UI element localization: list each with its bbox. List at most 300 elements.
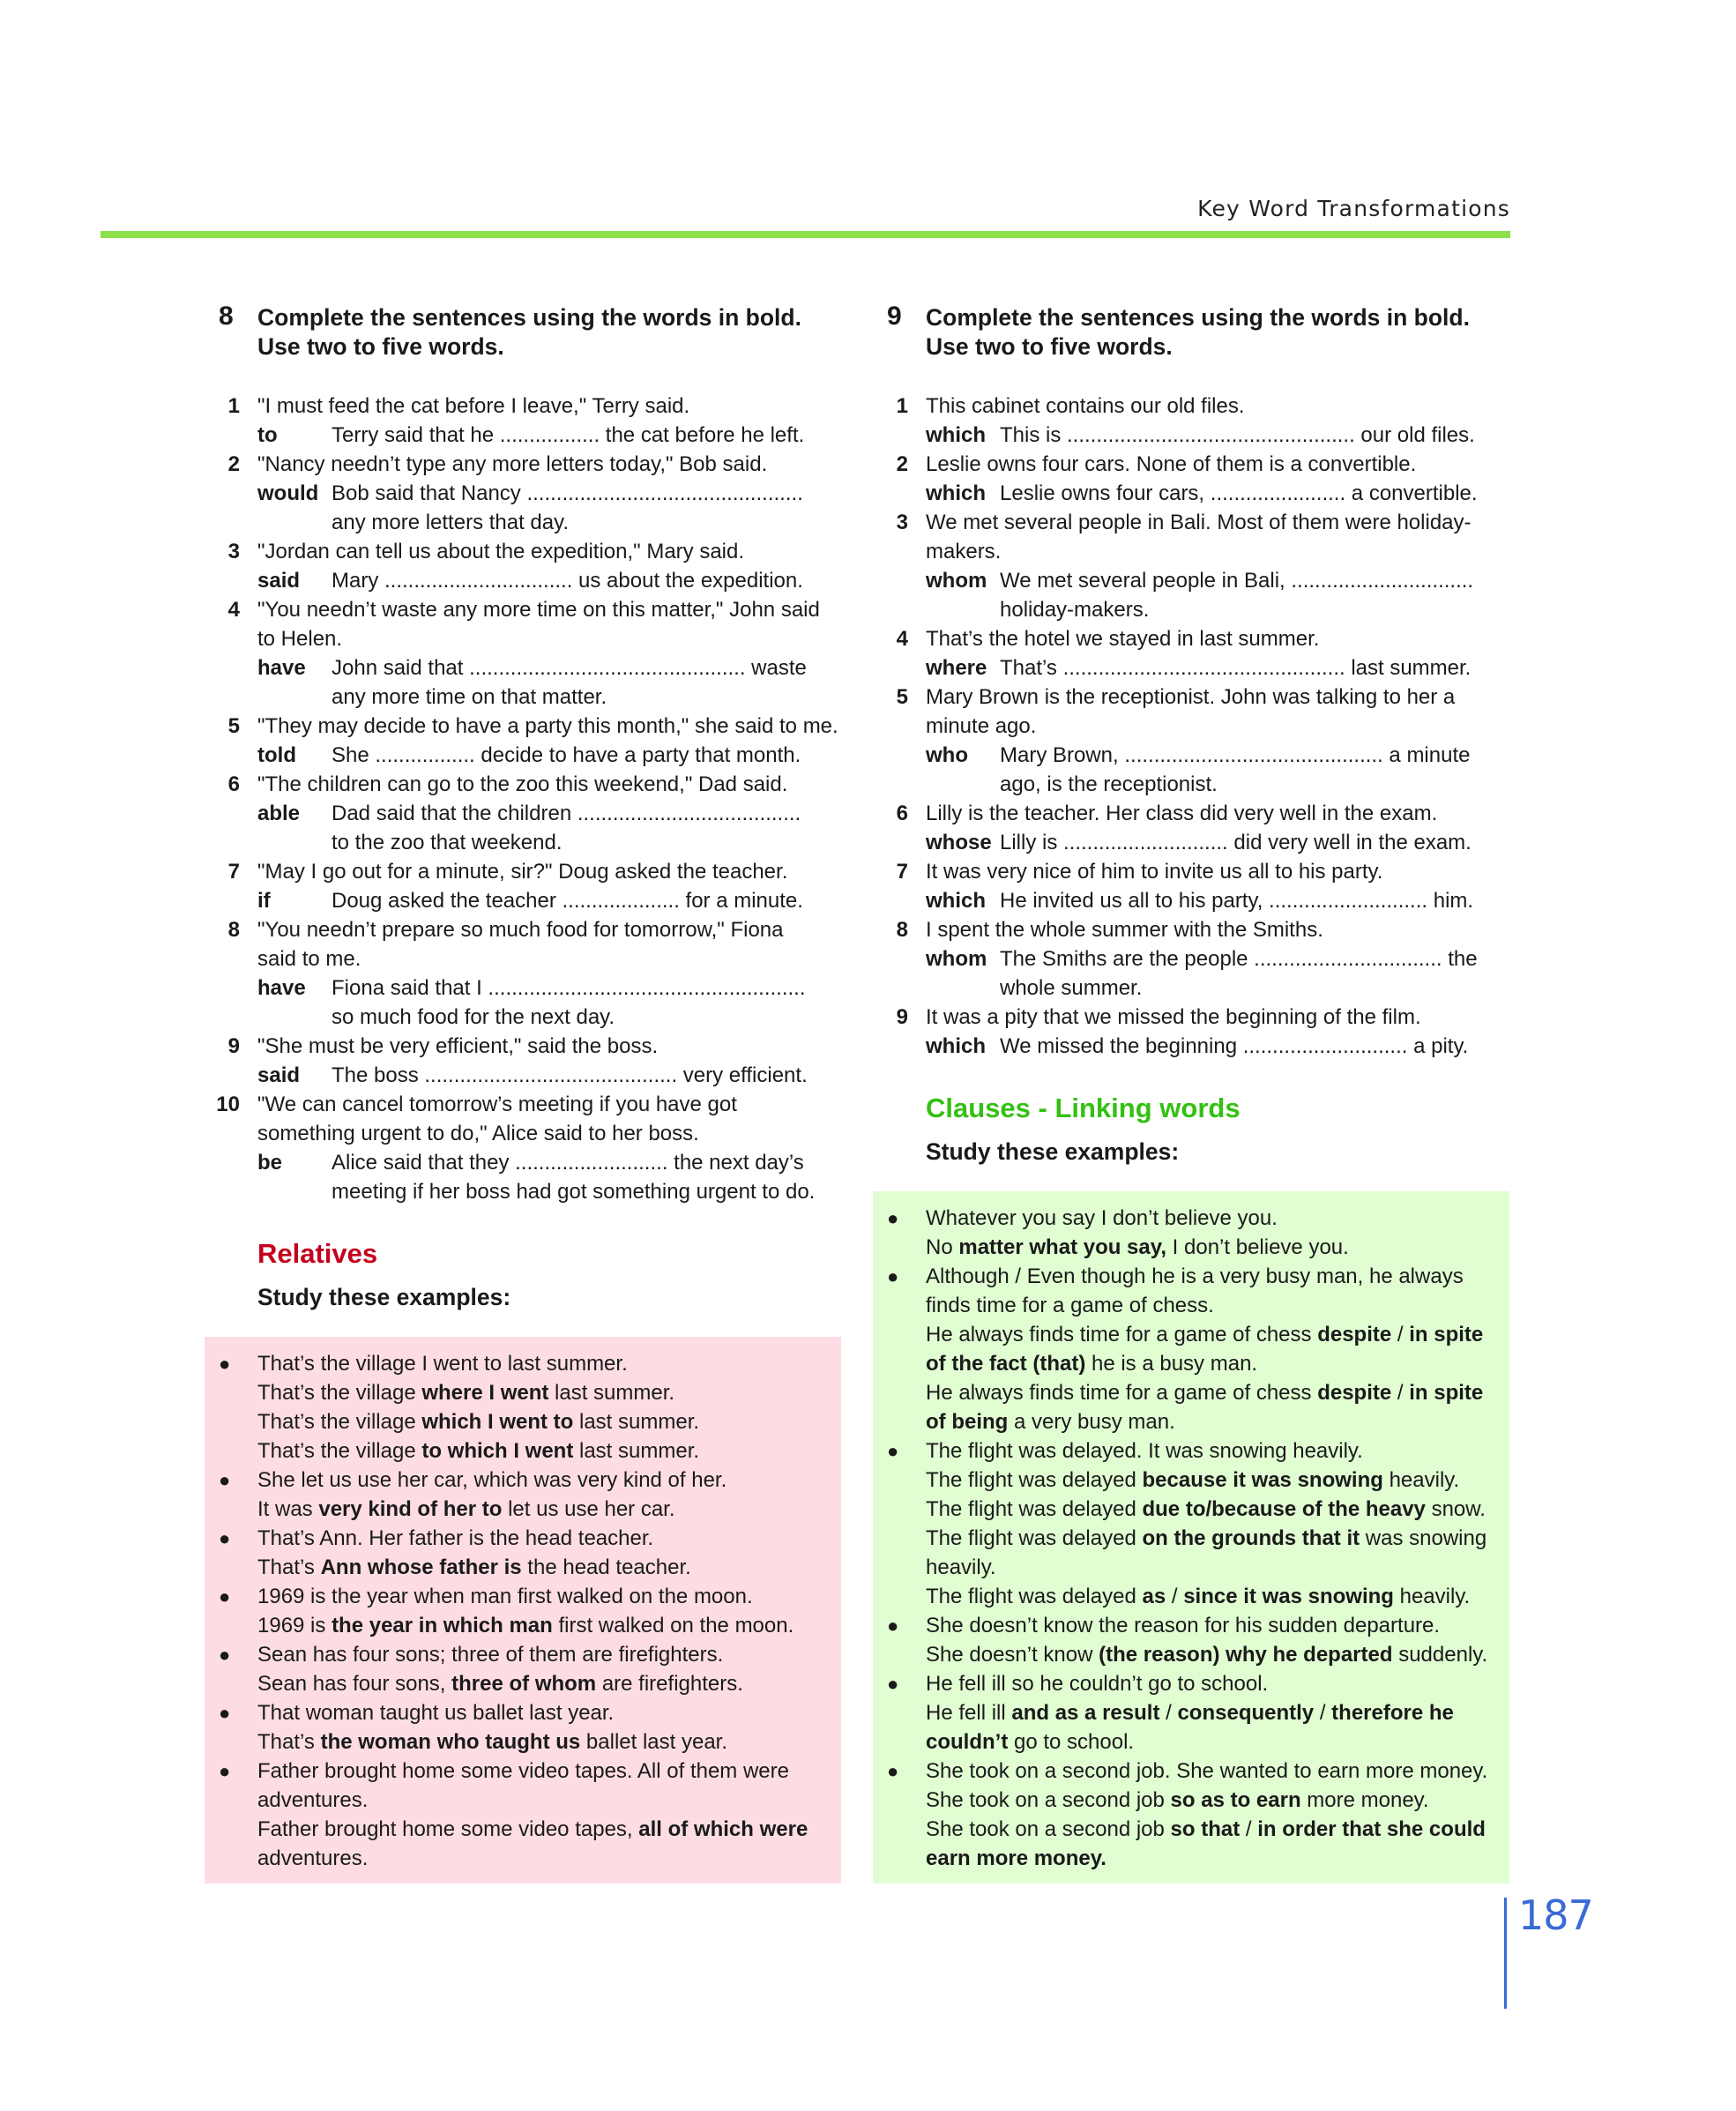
answer-line: [926, 653, 1509, 683]
exercise-item: [873, 508, 1509, 624]
example-line: [926, 1349, 1495, 1378]
example-line: [257, 1698, 827, 1727]
text-segment: go to school.: [1008, 1730, 1135, 1754]
text-segment: heavily.: [1382, 1468, 1460, 1492]
item-number: 2: [227, 452, 240, 476]
text-segment: She took on a second job: [926, 1817, 1171, 1841]
answer-text: Bob said that Nancy ...............................................: [332, 481, 803, 505]
question-line: "She must be very efficient," said the boss.: [257, 1034, 659, 1058]
answer-text: to the zoo that weekend.: [332, 831, 563, 854]
exercise-item: [205, 915, 841, 1032]
example-line: [257, 1524, 827, 1553]
example-line: [926, 1320, 1495, 1349]
text-segment: The flight was delayed: [926, 1468, 1143, 1492]
text-segment: She took on a second job: [926, 1788, 1171, 1812]
clauses-title: Clauses - Linking words: [926, 1093, 1241, 1123]
key-word: whom: [926, 569, 987, 593]
bold-phrase: Ann whose father is: [320, 1555, 522, 1579]
bold-phrase: where I went: [421, 1381, 549, 1405]
bullet-icon: ●: [887, 1673, 899, 1695]
right-column: [873, 303, 1509, 1883]
clauses-study-label: Study these examples:: [926, 1138, 1180, 1165]
instruction-line: Use two to five words.: [926, 333, 1173, 360]
answer-text: any more time on that matter.: [332, 685, 607, 709]
example-line: [926, 1669, 1495, 1698]
exercise-8-items: [205, 392, 841, 1206]
example-line: [926, 1291, 1495, 1320]
exercise-9-number: 9: [887, 302, 902, 331]
bold-phrase: because it was snowing: [1142, 1468, 1383, 1492]
example-bullet: [873, 1436, 1495, 1611]
answer-line: [257, 973, 841, 1032]
question-line: This cabinet contains our old files.: [926, 394, 1245, 418]
example-line: [926, 1378, 1495, 1407]
text-segment: let us use her car.: [502, 1497, 675, 1521]
answer-text: Dad said that the children ......................................: [332, 802, 801, 825]
bullet-icon: ●: [219, 1644, 231, 1666]
example-line: [926, 1524, 1495, 1553]
page-number: 187: [1518, 1891, 1593, 1939]
instruction-line: Complete the sentences using the words in bold.: [926, 304, 1470, 331]
answer-line: [926, 421, 1509, 450]
answer-line: [926, 566, 1509, 624]
text-segment: The flight was delayed: [926, 1497, 1143, 1521]
example-line: [926, 1466, 1495, 1495]
example-line: [926, 1407, 1495, 1436]
bold-phrase: on the grounds that it: [1142, 1526, 1360, 1550]
text-segment: ballet last year.: [580, 1730, 728, 1754]
bold-phrase: (the reason) why he departed: [1099, 1643, 1393, 1667]
answer-text: whole summer.: [1000, 976, 1143, 1000]
key-word: able: [257, 802, 301, 825]
key-word: if: [257, 889, 271, 913]
example-line: [926, 1553, 1495, 1582]
example-line: [926, 1233, 1495, 1262]
example-line: [257, 1436, 827, 1466]
example-line: [926, 1436, 1495, 1466]
item-number: 6: [227, 772, 240, 796]
bullet-icon: ●: [219, 1585, 231, 1607]
bullet-icon: ●: [219, 1353, 231, 1375]
answer-text: The boss ........................................... very efficient.: [332, 1063, 808, 1087]
answer-line: [926, 479, 1509, 508]
answer-line: [257, 741, 841, 770]
text-segment: She took on a second job. She wanted to earn more money.: [926, 1759, 1488, 1783]
exercise-9-heading: [873, 303, 1509, 362]
text-segment: The flight was delayed: [926, 1585, 1143, 1608]
answer-text: Terry said that he ................. the cat before he left.: [332, 423, 805, 447]
example-line: [257, 1669, 827, 1698]
question-line: Mary Brown is the receptionist. John was talking to her a: [926, 685, 1456, 709]
text-segment: snow.: [1425, 1497, 1486, 1521]
key-word: told: [257, 743, 296, 767]
key-word: whose: [926, 831, 992, 854]
question-line: "You needn’t prepare so much food for tomorrow," Fiona: [257, 918, 784, 942]
exercise-item: [205, 1090, 841, 1206]
bullet-icon: ●: [219, 1527, 231, 1549]
exercise-item: [205, 770, 841, 857]
exercise-item: [205, 857, 841, 915]
question-line: Lilly is the teacher. Her class did very well in the exam.: [926, 802, 1438, 825]
bold-phrase: which I went to: [421, 1410, 574, 1434]
example-line: [926, 1757, 1495, 1786]
text-segment: He always finds time for a game of chess: [926, 1323, 1318, 1346]
text-segment: heavily.: [926, 1555, 996, 1579]
text-segment: last summer.: [548, 1381, 675, 1405]
bullet-icon: ●: [887, 1440, 899, 1462]
exercise-item: [205, 1032, 841, 1090]
bold-phrase: earn more money.: [926, 1846, 1106, 1870]
example-bullet: [205, 1640, 827, 1698]
key-word: which: [926, 889, 987, 913]
question-line: said to me.: [257, 947, 361, 971]
example-line: [926, 1582, 1495, 1611]
answer-line: [257, 1148, 841, 1206]
example-bullet: [873, 1204, 1495, 1262]
example-line: [926, 1727, 1495, 1757]
example-bullet: [873, 1262, 1495, 1436]
example-line: [257, 1378, 827, 1407]
question-line: I spent the whole summer with the Smiths.: [926, 918, 1323, 942]
exercise-item: [205, 712, 841, 770]
answer-line: [257, 799, 841, 857]
text-segment: I don’t believe you.: [1166, 1235, 1349, 1259]
text-segment: The flight was delayed: [926, 1526, 1143, 1550]
example-line: [257, 1640, 827, 1669]
text-segment: are firefighters.: [596, 1672, 743, 1696]
exercise-item: [873, 857, 1509, 915]
key-word: would: [257, 481, 319, 505]
answer-text: That’s ................................................ last summer.: [1000, 656, 1472, 680]
bullet-icon: ●: [219, 1702, 231, 1724]
item-number: 8: [896, 918, 908, 942]
instruction-line: Complete the sentences using the words in bold.: [257, 304, 801, 331]
exercise-item: [873, 450, 1509, 508]
answer-line: [926, 1032, 1509, 1061]
item-number: 8: [227, 918, 240, 942]
running-header: Key Word Transformations: [1197, 196, 1510, 221]
bold-phrase: consequently: [1177, 1701, 1315, 1725]
bold-phrase: very kind of her to: [318, 1497, 503, 1521]
bold-phrase: therefore he: [1331, 1701, 1454, 1725]
question-line: something urgent to do," Alice said to her boss.: [257, 1122, 699, 1145]
example-bullet: [873, 1611, 1495, 1669]
example-line: [926, 1640, 1495, 1669]
text-segment: /: [1391, 1381, 1410, 1405]
bullet-icon: ●: [887, 1615, 899, 1637]
key-word: where: [926, 656, 987, 680]
text-segment: suddenly.: [1392, 1643, 1488, 1667]
text-segment: She doesn’t know the reason for his sudden departure.: [926, 1614, 1441, 1637]
question-line: "You needn’t waste any more time on this matter," John said: [257, 598, 820, 622]
example-line: [257, 1582, 827, 1611]
example-line: [926, 1844, 1495, 1873]
key-word: whom: [926, 947, 987, 971]
exercise-item: [873, 915, 1509, 1003]
exercise-8-number: 8: [219, 302, 234, 331]
example-line: [926, 1786, 1495, 1815]
text-segment: Although / Even though he is a very busy man, he always: [926, 1264, 1464, 1288]
left-column: [205, 303, 841, 1883]
example-line: [926, 1204, 1495, 1233]
example-bullet: [873, 1757, 1495, 1873]
text-segment: No: [926, 1235, 959, 1259]
example-bullet: [205, 1757, 827, 1873]
example-line: [926, 1698, 1495, 1727]
key-word: which: [926, 423, 987, 447]
question-line: "The children can go to the zoo this weekend," Dad said.: [257, 772, 788, 796]
text-segment: adventures.: [257, 1788, 369, 1812]
answer-text: meeting if her boss had got something urgent to do.: [332, 1180, 816, 1204]
text-segment: That’s the village: [257, 1381, 422, 1405]
exercise-item: [205, 595, 841, 712]
text-segment: Sean has four sons; three of them are firefighters.: [257, 1643, 724, 1667]
question-line: It was very nice of him to invite us all to his party.: [926, 860, 1383, 884]
exercise-9-items: [873, 392, 1509, 1061]
answer-text: Leslie owns four cars, ....................... a convertible.: [1000, 481, 1478, 505]
text-segment: 1969 is the year when man first walked on the moon.: [257, 1585, 753, 1608]
page-number-rule: [1504, 1898, 1507, 2009]
item-number: 4: [227, 598, 240, 622]
bold-phrase: the woman who taught us: [320, 1730, 581, 1754]
key-word: which: [926, 481, 987, 505]
text-segment: That’s Ann. Her father is the head teacher.: [257, 1526, 654, 1550]
answer-line: [257, 653, 841, 712]
answer-text: so much food for the next day.: [332, 1005, 615, 1029]
example-bullet: [205, 1698, 827, 1757]
example-line: [257, 1495, 827, 1524]
text-segment: Father brought home some video tapes. All of them were: [257, 1759, 789, 1783]
text-segment: first walked on the moon.: [552, 1614, 794, 1637]
text-segment: Father brought home some video tapes,: [257, 1817, 639, 1841]
text-segment: /: [1166, 1585, 1184, 1608]
item-number: 9: [896, 1005, 908, 1029]
answer-text: Mary Brown, ............................................ a minute: [1000, 743, 1471, 767]
example-bullet: [205, 1349, 827, 1466]
exercise-item: [873, 799, 1509, 857]
bold-phrase: three of whom: [451, 1672, 597, 1696]
key-word: have: [257, 976, 306, 1000]
key-word: be: [257, 1151, 283, 1175]
item-number: 10: [216, 1093, 240, 1116]
text-segment: That’s the village I went to last summer.: [257, 1352, 628, 1376]
text-segment: adventures.: [257, 1846, 369, 1870]
bold-phrase: in order that she could: [1257, 1817, 1486, 1841]
answer-text: any more letters that day.: [332, 511, 570, 534]
key-word: have: [257, 656, 306, 680]
clauses-examples-box: [873, 1191, 1509, 1883]
text-segment: He fell ill so he couldn’t go to school.: [926, 1672, 1269, 1696]
item-number: 1: [227, 394, 240, 418]
question-line: "I must feed the cat before I leave," Terry said.: [257, 394, 690, 418]
answer-text: ago, is the receptionist.: [1000, 772, 1218, 796]
exercise-item: [205, 450, 841, 537]
text-segment: The flight was delayed. It was snowing heavily.: [926, 1439, 1363, 1463]
bold-phrase: as: [1142, 1585, 1166, 1608]
text-segment: That’s the village: [257, 1439, 422, 1463]
question-line: We met several people in Bali. Most of them were holiday-: [926, 511, 1472, 534]
key-word: said: [257, 569, 301, 593]
example-bullet: [205, 1582, 827, 1640]
text-segment: It was: [257, 1497, 319, 1521]
text-segment: She doesn’t know: [926, 1643, 1099, 1667]
answer-line: [257, 886, 841, 915]
answer-line: [926, 944, 1509, 1003]
answer-text: We missed the beginning ............................ a pity.: [1000, 1034, 1469, 1058]
answer-line: [257, 566, 841, 595]
answer-line: [257, 421, 841, 450]
bullet-icon: ●: [887, 1760, 899, 1782]
text-segment: That woman taught us ballet last year.: [257, 1701, 615, 1725]
answer-line: [257, 1061, 841, 1090]
text-segment: /: [1314, 1701, 1332, 1725]
relatives-study-label: Study these examples:: [257, 1284, 511, 1310]
answer-text: We met several people in Bali, ...............................: [1000, 569, 1474, 593]
text-segment: he is a busy man.: [1085, 1352, 1258, 1376]
answer-text: John said that ............................................... waste: [332, 656, 807, 680]
item-number: 3: [896, 511, 908, 534]
bullet-icon: ●: [887, 1207, 899, 1229]
text-segment: the head teacher.: [521, 1555, 691, 1579]
answer-line: [926, 828, 1509, 857]
bullet-icon: ●: [219, 1760, 231, 1782]
question-line: "Jordan can tell us about the expedition," Mary said.: [257, 540, 745, 563]
example-line: [926, 1262, 1495, 1291]
bold-phrase: so that: [1170, 1817, 1241, 1841]
answer-text: This is ................................................. our old files.: [1000, 423, 1475, 447]
text-segment: Whatever you say I don’t believe you.: [926, 1206, 1278, 1230]
answer-line: [926, 741, 1509, 799]
example-line: [926, 1815, 1495, 1844]
text-segment: That’s: [257, 1730, 321, 1754]
example-bullet: [873, 1669, 1495, 1757]
text-segment: more money.: [1300, 1788, 1429, 1812]
exercise-item: [873, 624, 1509, 683]
key-word: to: [257, 423, 278, 447]
bullet-icon: ●: [219, 1469, 231, 1491]
header-rule: [101, 231, 1510, 238]
bold-phrase: matter what you say,: [958, 1235, 1166, 1259]
exercise-item: [205, 537, 841, 595]
example-line: [257, 1786, 827, 1815]
example-line: [257, 1757, 827, 1786]
answer-text: She ................. decide to have a party that month.: [332, 743, 801, 767]
exercise-8-heading: [205, 303, 841, 362]
exercise-item: [873, 392, 1509, 450]
key-word: which: [926, 1034, 987, 1058]
relatives-title: Relatives: [257, 1238, 378, 1269]
answer-text: Lilly is ............................ did very well in the exam.: [1000, 831, 1472, 854]
question-line: makers.: [926, 540, 1002, 563]
bold-phrase: couldn’t: [926, 1730, 1009, 1754]
example-line: [257, 1466, 827, 1495]
bold-phrase: of the fact (that): [926, 1352, 1086, 1376]
relatives-examples-box: [205, 1337, 841, 1883]
text-segment: /: [1391, 1323, 1410, 1346]
example-line: [257, 1815, 827, 1844]
text-segment: finds time for a game of chess.: [926, 1294, 1214, 1317]
bold-phrase: the year in which man: [332, 1614, 553, 1637]
text-segment: That’s: [257, 1555, 321, 1579]
example-line: [257, 1553, 827, 1582]
text-segment: a very busy man.: [1008, 1410, 1175, 1434]
answer-text: Doug asked the teacher .................... for a minute.: [332, 889, 803, 913]
bold-phrase: in spite: [1409, 1381, 1484, 1405]
text-segment: was snowing: [1360, 1526, 1487, 1550]
text-segment: last summer.: [573, 1410, 700, 1434]
bold-phrase: since it was snowing: [1183, 1585, 1394, 1608]
text-segment: 1969 is: [257, 1614, 332, 1637]
item-number: 2: [896, 452, 908, 476]
bold-phrase: to which I went: [421, 1439, 574, 1463]
answer-text: Alice said that they .......................... the next day’s: [332, 1151, 804, 1175]
text-segment: /: [1240, 1817, 1258, 1841]
text-segment: He always finds time for a game of chess: [926, 1381, 1318, 1405]
text-segment: last summer.: [573, 1439, 700, 1463]
text-segment: He fell ill: [926, 1701, 1012, 1725]
question-line: Leslie owns four cars. None of them is a convertible.: [926, 452, 1417, 476]
key-word: who: [926, 743, 968, 767]
example-line: [257, 1844, 827, 1873]
question-line: "They may decide to have a party this month," she said to me.: [257, 714, 838, 738]
example-bullet: [205, 1524, 827, 1582]
bold-phrase: so as to earn: [1170, 1788, 1301, 1812]
question-line: That’s the hotel we stayed in last summer.: [926, 627, 1320, 651]
answer-text: The Smiths are the people ................................ the: [1000, 947, 1478, 971]
example-line: [926, 1495, 1495, 1524]
bold-phrase: and as a result: [1011, 1701, 1160, 1725]
example-line: [926, 1611, 1495, 1640]
answer-text: holiday-makers.: [1000, 598, 1150, 622]
bold-phrase: despite: [1317, 1381, 1392, 1405]
text-segment: heavily.: [1393, 1585, 1471, 1608]
exercise-item: [873, 1003, 1509, 1061]
answer-text: He invited us all to his party, ........................... him.: [1000, 889, 1474, 913]
exercise-item: [873, 683, 1509, 799]
text-segment: She let us use her car, which was very kind of her.: [257, 1468, 727, 1492]
question-line: "May I go out for a minute, sir?" Doug asked the teacher.: [257, 860, 788, 884]
text-segment: /: [1159, 1701, 1178, 1725]
example-line: [257, 1407, 827, 1436]
text-segment: Sean has four sons,: [257, 1672, 452, 1696]
item-number: 7: [227, 860, 240, 884]
text-segment: That’s the village: [257, 1410, 422, 1434]
item-number: 3: [227, 540, 240, 563]
bold-phrase: in spite: [1409, 1323, 1484, 1346]
example-bullet: [205, 1466, 827, 1524]
key-word: said: [257, 1063, 301, 1087]
instruction-line: Use two to five words.: [257, 333, 504, 360]
bold-phrase: all of which were: [638, 1817, 808, 1841]
answer-text: Mary ................................ us about the expedition.: [332, 569, 803, 593]
item-number: 9: [227, 1034, 240, 1058]
exercise-item: [205, 392, 841, 450]
question-line: minute ago.: [926, 714, 1037, 738]
item-number: 5: [896, 685, 908, 709]
question-line: "Nancy needn’t type any more letters today," Bob said.: [257, 452, 768, 476]
example-line: [257, 1349, 827, 1378]
question-line: to Helen.: [257, 627, 343, 651]
item-number: 4: [896, 627, 908, 651]
item-number: 6: [896, 802, 908, 825]
item-number: 1: [896, 394, 908, 418]
item-number: 5: [227, 714, 240, 738]
bullet-icon: ●: [887, 1265, 899, 1287]
bold-phrase: despite: [1317, 1323, 1392, 1346]
question-line: It was a pity that we missed the beginning of the film.: [926, 1005, 1421, 1029]
question-line: "We can cancel tomorrow’s meeting if you have got: [257, 1093, 737, 1116]
answer-text: Fiona said that I ......................................................: [332, 976, 806, 1000]
